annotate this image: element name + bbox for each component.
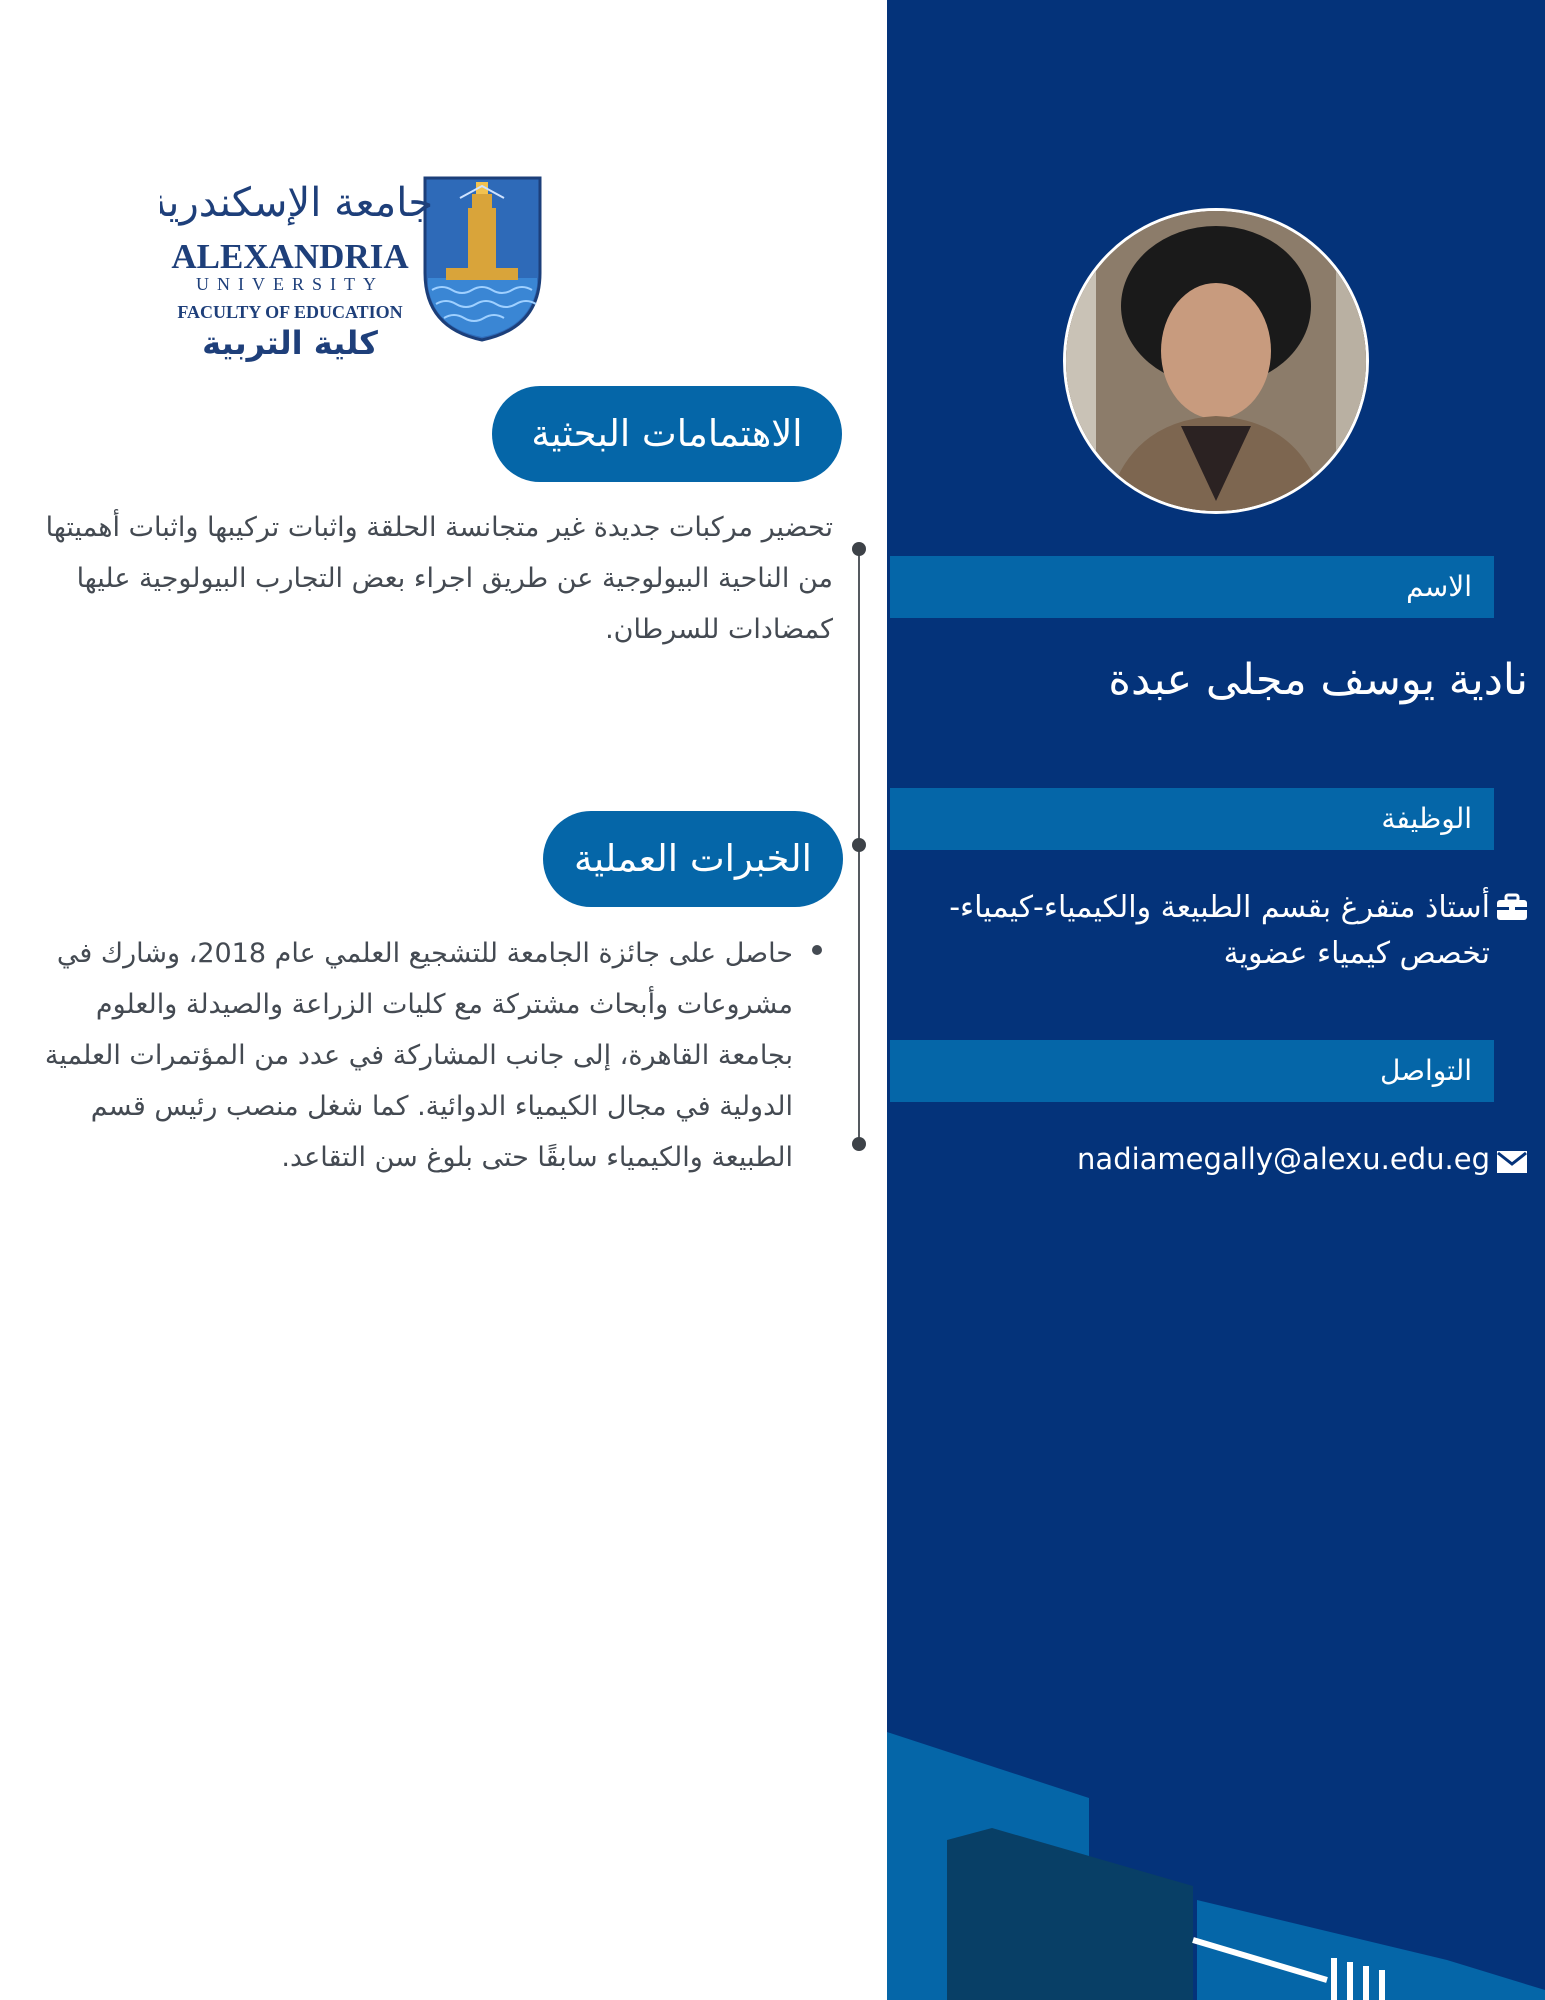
research-heading: الاهتمامات البحثية (492, 386, 842, 482)
job-label: الوظيفة (890, 788, 1494, 850)
logo-faculty-en: FACULTY OF EDUCATION (177, 302, 403, 322)
timeline-dot (852, 1137, 866, 1151)
university-logo (160, 168, 546, 368)
job-title: أستاذ متفرغ بقسم الطبيعة والكيمياء-كيمياء- تخصص كيمياء عضوية (949, 890, 1490, 971)
envelope-icon (1496, 1150, 1528, 1174)
experience-heading: الخبرات العملية (543, 811, 843, 907)
briefcase-icon (1496, 893, 1528, 921)
name-label: الاسم (890, 556, 1494, 618)
person-name: نادية يوسف مجلى عبدة (1108, 655, 1528, 705)
timeline-dot (852, 838, 866, 852)
profile-photo (1063, 208, 1369, 514)
logo-faculty-ar: كلية التربية (202, 324, 378, 362)
logo-english-title: ALEXANDRIA (171, 237, 409, 276)
profile-sidebar (887, 0, 1545, 2000)
timeline-dot (852, 542, 866, 556)
logo-graphic (160, 168, 546, 368)
logo-arabic-title: جامعة الإسكندرية (160, 180, 434, 226)
experience-text: حاصل على جائزة الجامعة للتشجيع العلمي عام 2018، وشارك في مشروعات وأبحاث مشتركة مع كليات الزراعة والصيدلة والعلوم بجامعة القاهرة، إلى جانب المشاركة في عدد من المؤتمرات العلمية الدولية في مجال الكيمياء الدوائية. كما شغل منصب رئيس قسم الطبيعة والكيمياء سابقًا حتى بلوغ سن التقاعد. (44, 938, 793, 1173)
research-text: تحضير مركبات جديدة غير متجانسة الحلقة واثبات تركيبها واثبات أهميتها من الناحية البيولوجية عن طريق اجراء بعض التجارب البيولوجية عليها كمضادات للسرطان. (45, 512, 833, 645)
email-link[interactable]: nadiamegally@alexu.edu.eg (1077, 1142, 1490, 1176)
logo-english-sub: UNIVERSITY (196, 274, 384, 294)
contact-label: التواصل (890, 1040, 1494, 1102)
bullet-dot (812, 945, 822, 955)
